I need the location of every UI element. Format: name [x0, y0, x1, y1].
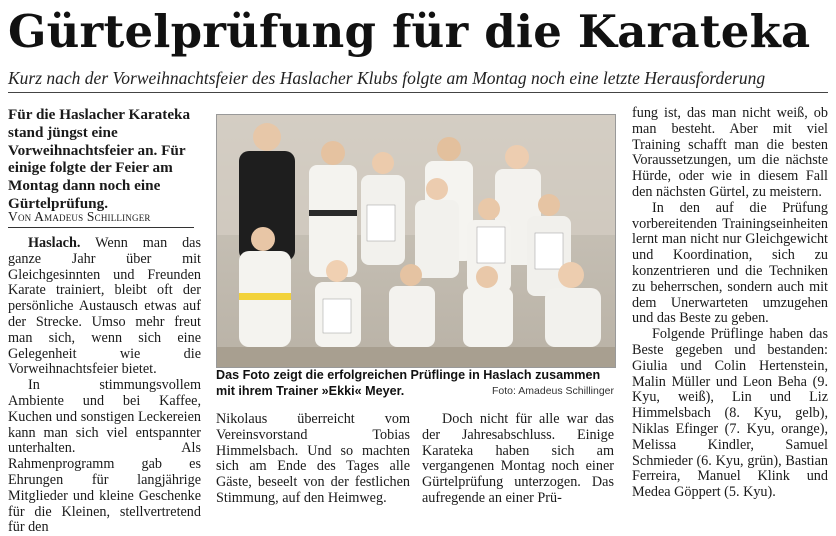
column-3: [422, 412, 614, 507]
photo-credit: Foto: Amadeus Schillinger: [492, 385, 614, 397]
subheadline: Kurz nach der Vorweihnachtsfeier des Haslacher Klubs folgte am Montag noch eine letzte Herausforderung: [8, 68, 766, 88]
paragraph: [8, 236, 201, 378]
column-4: [632, 106, 828, 501]
paragraph: fung ist, das man nicht weiß, ob man besteht. Aber mit viel Training schafft man die besten Voraussetzungen, um die nächste Hürde, oder wie in diesem Fall den nächsten Gürtel, zu meistern.: [632, 105, 828, 200]
column-1: [8, 236, 201, 536]
photo-caption: Das Foto zeigt die erfolgreichen Prüflinge in Haslach zusammen mit ihrem Trainer »Ekki« Meyer.: [216, 368, 601, 398]
photo-illustration: [217, 115, 615, 367]
byline-divider: [8, 227, 194, 228]
paragraph: Folgende Prüflinge haben das Beste gegeben und bestanden: Giulia und Colin Hertenstein, Malin Müller und Leon Beha (9. Kyu, weiß), Lin und Liz Himmelsbach (8. Kyu, gelb), Niklas Efinger (7. Kyu, orange), Melissa Kindler, Samuel Schmieder (6. Kyu, grün), Bastian Ferreira, Manuel Klink und Medea Göppert (5. Kyu).: [632, 326, 828, 501]
lead-paragraph: Für die Haslacher Karateka stand jüngst eine Vorweihnachtsfeier an. Für einige folgte der Feier am Montag dann noch eine Gürtelprüfung.: [8, 106, 191, 212]
headline: Gürtelprüfung für die Karateka: [8, 5, 811, 58]
group-photo: [216, 114, 616, 368]
paragraph: In den auf die Prüfung vorbereitenden Trainingseinheiten lernt man nicht nur Gleichgewicht und Koordination, sich zu konzentrieren und die Techniken zu beherrschen, sondern auch mit dem Unerwarteten umzugehen und das Beste zu geben.: [632, 199, 828, 327]
byline: Von Amadeus Schillinger: [8, 209, 151, 224]
column-2: [216, 412, 410, 507]
paragraph: In stimmungsvollem Ambiente und bei Kaffee, Kuchen und sonstigen Leckereien kann man sich viel entspannter unterhalten. Als Rahmenprogramm gab es Ehrungen für langjährige Mitglieder und kleine Geschenke für die Kleinen, stellvertretend für den: [8, 377, 201, 536]
paragraph: Doch nicht für alle war das der Jahresabschluss. Einige Karateka haben sich am vergangenen Montag noch einer Gürtelprüfung unterzogen. Das aufregende an einer Prü-: [422, 411, 614, 506]
paragraph-text: Wenn man das ganze Jahr über mit Gleichgesinnten und Freunden Karate trainiert, bleibt oft der persönliche Austausch etwas auf der Strecke. Umso mehr freut man sich, wenn sich eine Gelegenheit wie die Vorweihnachtsfeier bietet.: [8, 235, 201, 378]
dateline: Haslach.: [28, 235, 81, 251]
divider: [8, 92, 828, 93]
paragraph: Nikolaus überreicht vom Vereinsvorstand Tobias Himmelsbach. Und so machten sich am Ende des Tages alle Gäste, beseelt von der festlichen Stimmung, auf den Heimweg.: [216, 411, 410, 506]
